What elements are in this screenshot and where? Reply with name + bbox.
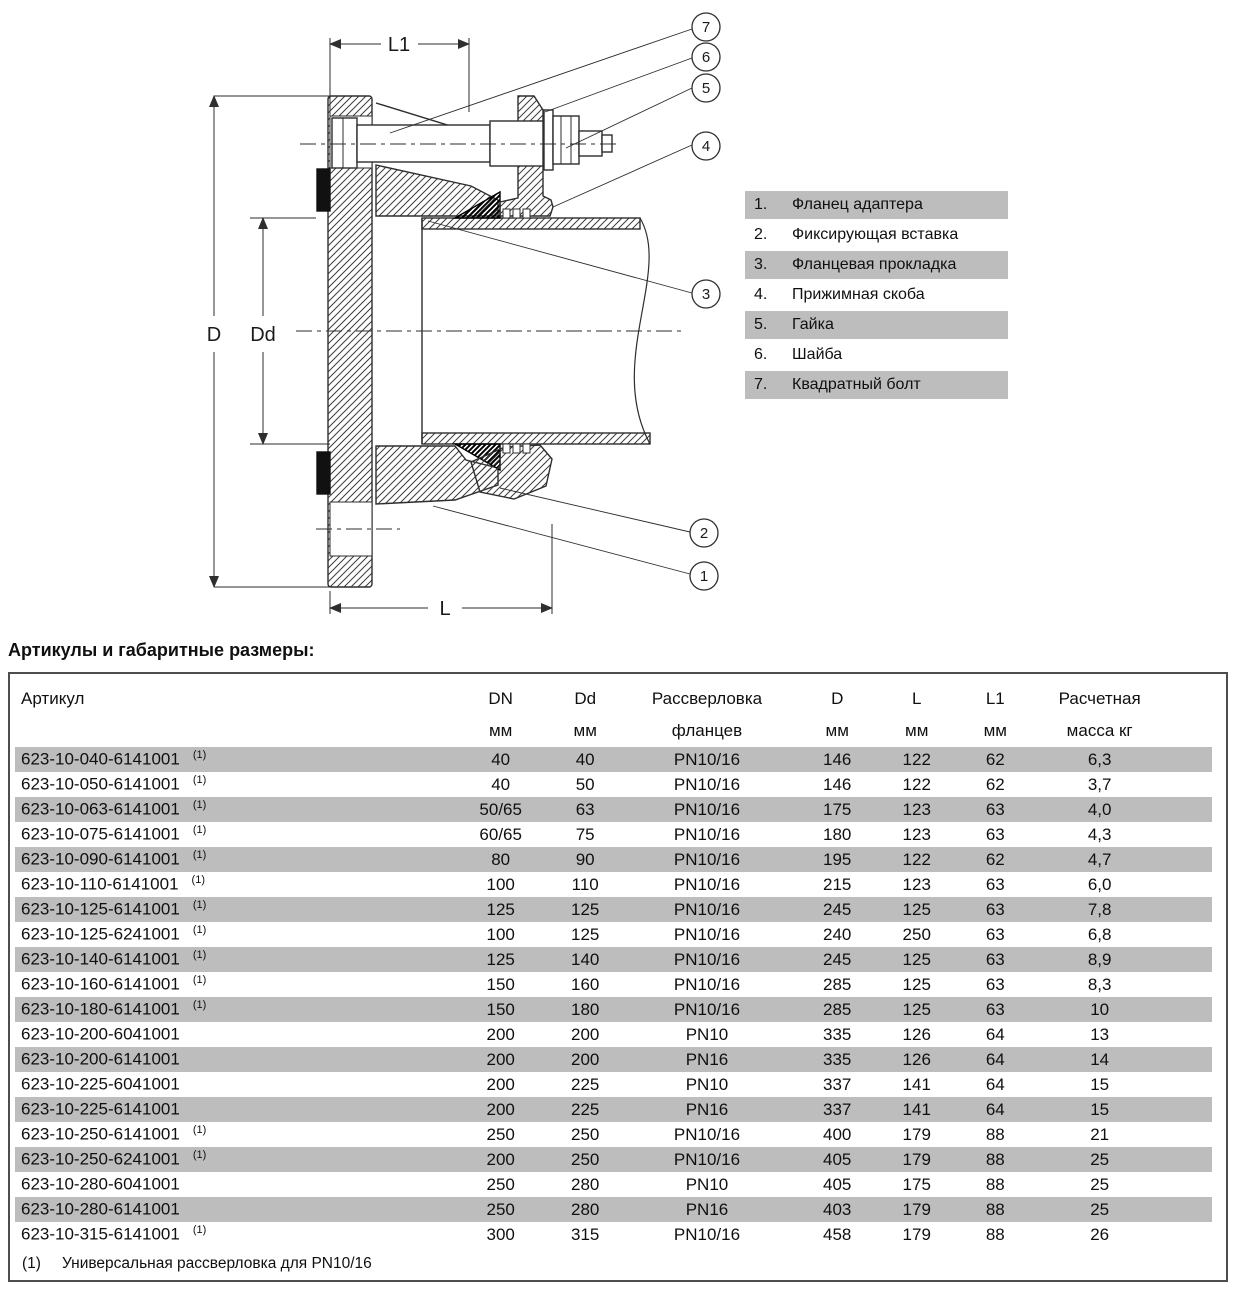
nut <box>553 116 579 164</box>
cell-dn: 150 <box>486 999 515 1019</box>
legend-item-label: Гайка <box>792 316 834 333</box>
dim-label-d: D <box>206 324 222 346</box>
article-footnote-ref: (1) <box>192 1124 207 1137</box>
legend-item-number: 4. <box>754 286 768 303</box>
cell-drill: PN16 <box>685 1099 729 1119</box>
legend-item-label: Фланец адаптера <box>792 196 923 213</box>
cell-l: 126 <box>902 1024 931 1044</box>
cell-d: 405 <box>823 1149 852 1169</box>
footnote-marker: (1) <box>22 1254 41 1272</box>
table-row <box>15 822 1212 847</box>
cell-d: 285 <box>823 974 852 994</box>
article-number: 623-10-280-6141001 <box>21 1199 180 1219</box>
table-header <box>10 674 1226 747</box>
table-row <box>15 772 1212 797</box>
cell-drill: PN10/16 <box>673 974 741 994</box>
cell-dd: 125 <box>571 924 600 944</box>
cell-drill: PN10/16 <box>673 799 741 819</box>
cell-dd: 200 <box>571 1049 600 1069</box>
cell-dd: 160 <box>571 974 600 994</box>
callout-4 <box>692 132 720 160</box>
cell-drill: PN10 <box>685 1024 729 1044</box>
table-row <box>15 897 1212 922</box>
cell-d: 175 <box>823 799 852 819</box>
cell-l: 126 <box>902 1049 931 1069</box>
cell-drill: PN10/16 <box>673 774 741 794</box>
cell-l1: 63 <box>985 974 1005 994</box>
article-number: 623-10-050-6141001 <box>21 774 180 794</box>
cell-dd: 200 <box>571 1024 600 1044</box>
cell-dd: 125 <box>571 899 600 919</box>
cell-l1: 88 <box>985 1224 1005 1244</box>
cell-dd: 225 <box>571 1074 600 1094</box>
cell-drill: PN16 <box>685 1199 729 1219</box>
cell-l1: 88 <box>985 1199 1005 1219</box>
table-row <box>15 747 1212 772</box>
legend-item-number: 3. <box>754 256 768 273</box>
article-number: 623-10-040-6141001 <box>21 749 180 769</box>
cell-l1: 64 <box>985 1024 1005 1044</box>
cell-l: 123 <box>902 874 931 894</box>
col-unit-drill: фланцев <box>671 721 743 740</box>
cell-dn: 300 <box>486 1224 515 1244</box>
cell-drill: PN10/16 <box>673 824 741 844</box>
cell-mass: 8,9 <box>1087 949 1112 969</box>
cell-l1: 63 <box>985 799 1005 819</box>
cell-dn: 60/65 <box>479 824 522 844</box>
dim-label-dd: Dd <box>250 324 276 346</box>
cell-dd: 250 <box>571 1149 600 1169</box>
col-header-drill: Рассверловка <box>651 689 763 708</box>
col-header-mass: Расчетная <box>1058 689 1141 708</box>
table-row <box>15 1197 1212 1222</box>
article-number: 623-10-125-6141001 <box>21 899 180 919</box>
table-row <box>15 1222 1212 1247</box>
cell-dn: 250 <box>486 1174 515 1194</box>
cell-l1: 63 <box>985 899 1005 919</box>
cell-mass: 10 <box>1090 999 1110 1019</box>
article-footnote-ref: (1) <box>192 974 207 987</box>
cell-mass: 21 <box>1090 1124 1110 1144</box>
article-number: 623-10-315-6141001 <box>21 1224 180 1244</box>
cell-l: 125 <box>902 899 931 919</box>
article-number: 623-10-160-6141001 <box>21 974 180 994</box>
cell-drill: PN10/16 <box>673 949 741 969</box>
cell-l1: 63 <box>985 874 1005 894</box>
cell-dd: 225 <box>571 1099 600 1119</box>
cell-dn: 125 <box>486 899 515 919</box>
table-row <box>15 1022 1212 1047</box>
cell-dn: 50/65 <box>479 799 522 819</box>
cell-d: 458 <box>823 1224 852 1244</box>
svg-text:2: 2 <box>699 525 709 542</box>
cell-dd: 180 <box>571 999 600 1019</box>
svg-text:5: 5 <box>701 80 711 97</box>
cell-dn: 200 <box>486 1024 515 1044</box>
cell-mass: 15 <box>1090 1074 1110 1094</box>
cell-d: 335 <box>823 1024 852 1044</box>
article-number: 623-10-180-6141001 <box>21 999 180 1019</box>
table-footnote <box>10 1247 1226 1280</box>
washer <box>544 110 553 170</box>
cell-d: 180 <box>823 824 852 844</box>
cell-l: 141 <box>902 1074 931 1094</box>
cell-l1: 62 <box>985 849 1005 869</box>
cell-l: 122 <box>902 774 931 794</box>
cell-dd: 280 <box>571 1174 600 1194</box>
article-footnote-ref: (1) <box>192 749 207 762</box>
cell-mass: 4,0 <box>1087 799 1112 819</box>
cell-d: 245 <box>823 899 852 919</box>
callout-1 <box>690 562 718 590</box>
cell-mass: 25 <box>1090 1199 1110 1219</box>
cell-mass: 25 <box>1090 1174 1110 1194</box>
article-footnote-ref: (1) <box>192 924 207 937</box>
table-row <box>15 797 1212 822</box>
legend-item-label: Фиксирующая вставка <box>792 226 959 243</box>
cell-d: 195 <box>823 849 852 869</box>
col-unit-d: мм <box>825 721 849 740</box>
table-row <box>15 997 1212 1022</box>
grip-teeth-bottom <box>503 444 530 453</box>
cell-mass: 6,0 <box>1087 874 1112 894</box>
cell-d: 335 <box>823 1049 852 1069</box>
table-row <box>15 1097 1212 1122</box>
cell-l: 125 <box>902 999 931 1019</box>
cell-d: 285 <box>823 999 852 1019</box>
article-number: 623-10-250-6241001 <box>21 1149 180 1169</box>
cell-dd: 140 <box>571 949 600 969</box>
cell-l: 123 <box>902 824 931 844</box>
legend-item-number: 2. <box>754 226 768 243</box>
cell-mass: 14 <box>1090 1049 1110 1069</box>
seal-strip-bottom <box>317 452 330 494</box>
legend-item-number: 5. <box>754 316 768 333</box>
cell-l1: 63 <box>985 824 1005 844</box>
cell-l: 122 <box>902 749 931 769</box>
article-number: 623-10-110-6141001 <box>21 874 179 894</box>
cell-drill: PN10/16 <box>673 1149 741 1169</box>
cell-dn: 125 <box>486 949 515 969</box>
cell-dd: 50 <box>575 774 595 794</box>
cell-drill: PN10/16 <box>673 999 741 1019</box>
legend-item <box>745 311 1008 339</box>
article-number: 623-10-090-6141001 <box>21 849 180 869</box>
col-unit-dd: мм <box>573 721 597 740</box>
table-row <box>15 947 1212 972</box>
cell-drill: PN10/16 <box>673 874 741 894</box>
cell-dn: 40 <box>491 749 511 769</box>
dim-label-l: L <box>439 598 451 620</box>
cell-dd: 280 <box>571 1199 600 1219</box>
cell-drill: PN10/16 <box>673 1124 741 1144</box>
cell-l1: 88 <box>985 1124 1005 1144</box>
article-footnote-ref: (1) <box>192 1224 207 1237</box>
cell-dd: 75 <box>575 824 595 844</box>
cell-mass: 15 <box>1090 1099 1110 1119</box>
cell-l1: 62 <box>985 749 1005 769</box>
footnote-text: Универсальная рассверловка для PN10/16 <box>62 1254 372 1272</box>
dim-label-l1: L1 <box>387 34 411 56</box>
article-number: 623-10-250-6141001 <box>21 1124 180 1144</box>
col-unit-l1: мм <box>983 721 1007 740</box>
col-header-d: D <box>831 689 844 708</box>
table-row <box>15 1147 1212 1172</box>
square-bolt <box>332 118 543 168</box>
cell-l1: 62 <box>985 774 1005 794</box>
cell-dd: 110 <box>571 874 599 894</box>
legend-item-label: Прижимная скоба <box>792 286 925 303</box>
cell-dn: 200 <box>486 1099 515 1119</box>
callout-6 <box>692 43 720 71</box>
cell-dn: 250 <box>486 1199 515 1219</box>
article-footnote-ref: (1) <box>192 849 207 862</box>
cell-mass: 4,3 <box>1087 824 1112 844</box>
col-unit-mass: масса кг <box>1066 721 1133 740</box>
cell-d: 403 <box>823 1199 852 1219</box>
article-footnote-ref: (1) <box>192 999 207 1012</box>
col-unit-dn: мм <box>488 721 513 740</box>
cell-d: 146 <box>823 749 852 769</box>
cell-l1: 64 <box>985 1099 1005 1119</box>
cell-drill: PN10/16 <box>673 1224 741 1244</box>
flange-adapter-drawing <box>0 0 780 640</box>
table-body <box>10 747 1226 1247</box>
article-number: 623-10-200-6041001 <box>21 1024 180 1044</box>
cell-l: 123 <box>902 799 931 819</box>
legend-item-label: Шайба <box>792 346 843 363</box>
seal-strip-top <box>317 169 330 211</box>
cell-mass: 13 <box>1090 1024 1110 1044</box>
cell-d: 146 <box>823 774 852 794</box>
cell-dn: 100 <box>486 874 515 894</box>
table-row <box>15 1072 1212 1097</box>
cell-dn: 80 <box>491 849 511 869</box>
cell-mass: 6,3 <box>1087 749 1112 769</box>
cell-l1: 88 <box>985 1149 1005 1169</box>
cell-l: 175 <box>902 1174 931 1194</box>
cell-mass: 4,7 <box>1087 849 1112 869</box>
cell-mass: 7,8 <box>1087 899 1112 919</box>
article-number: 623-10-280-6041001 <box>21 1174 180 1194</box>
table-row <box>15 1122 1212 1147</box>
article-footnote-ref: (1) <box>192 799 207 812</box>
cell-dn: 150 <box>486 974 515 994</box>
svg-text:7: 7 <box>701 19 711 36</box>
cell-dn: 100 <box>486 924 515 944</box>
cell-dd: 90 <box>575 849 595 869</box>
article-footnote-ref: (1) <box>192 899 207 912</box>
article-number: 623-10-063-6141001 <box>21 799 180 819</box>
cell-d: 405 <box>823 1174 852 1194</box>
article-footnote-ref: (1) <box>192 824 207 837</box>
table-title: Артикулы и габаритные размеры: <box>8 640 315 660</box>
cell-d: 337 <box>823 1099 852 1119</box>
table-row <box>15 972 1212 997</box>
article-footnote-ref: (1) <box>192 949 207 962</box>
cell-d: 240 <box>823 924 852 944</box>
svg-text:3: 3 <box>701 286 711 303</box>
svg-text:6: 6 <box>701 49 711 66</box>
cell-l: 125 <box>902 974 931 994</box>
legend-item-label: Фланцевая прокладка <box>792 256 957 273</box>
article-footnote-ref: (1) <box>191 874 205 887</box>
legend-item-number: 1. <box>754 196 768 213</box>
callout-2 <box>690 519 718 547</box>
cell-mass: 6,8 <box>1087 924 1112 944</box>
col-header-l: L <box>912 689 922 708</box>
cell-drill: PN10/16 <box>673 749 741 769</box>
cell-drill: PN10 <box>685 1174 729 1194</box>
cell-l: 179 <box>902 1224 931 1244</box>
cell-drill: PN10 <box>685 1074 729 1094</box>
legend-item <box>745 341 1008 369</box>
cell-l1: 63 <box>985 924 1005 944</box>
cell-d: 215 <box>823 874 852 894</box>
table-row <box>15 847 1212 872</box>
cell-l1: 88 <box>985 1174 1005 1194</box>
cell-drill: PN10/16 <box>673 899 741 919</box>
cell-drill: PN16 <box>685 1049 729 1069</box>
legend-item <box>745 191 1008 219</box>
dimensions-table <box>8 672 1228 1282</box>
cell-l: 179 <box>902 1124 931 1144</box>
cell-dd: 40 <box>575 749 595 769</box>
col-header-l1: L1 <box>985 689 1005 708</box>
cell-l1: 64 <box>985 1074 1005 1094</box>
cell-l: 179 <box>902 1199 931 1219</box>
cell-d: 245 <box>823 949 852 969</box>
legend <box>745 191 1008 401</box>
cell-drill: PN10/16 <box>673 849 741 869</box>
cell-d: 337 <box>823 1074 852 1094</box>
legend-item <box>745 221 1008 249</box>
cell-mass: 3,7 <box>1087 774 1112 794</box>
col-header-dd: Dd <box>574 689 597 708</box>
cell-mass: 25 <box>1090 1149 1110 1169</box>
callout-3 <box>692 280 720 308</box>
legend-item <box>745 251 1008 279</box>
cell-mass: 8,3 <box>1087 974 1112 994</box>
article-number: 623-10-125-6241001 <box>21 924 180 944</box>
svg-text:1: 1 <box>699 568 709 585</box>
cell-dd: 250 <box>571 1124 600 1144</box>
article-number: 623-10-140-6141001 <box>21 949 180 969</box>
table-row <box>15 872 1212 897</box>
article-number: 623-10-225-6141001 <box>21 1099 180 1119</box>
cell-l1: 63 <box>985 999 1005 1019</box>
article-footnote-ref: (1) <box>192 1149 207 1162</box>
callout-7 <box>692 13 720 41</box>
col-unit-l: мм <box>905 721 929 740</box>
cell-dn: 40 <box>491 774 511 794</box>
cell-l1: 64 <box>985 1049 1005 1069</box>
legend-item <box>745 281 1008 309</box>
table-row <box>15 1047 1212 1072</box>
legend-item-number: 6. <box>754 346 768 363</box>
article-footnote-ref: (1) <box>192 774 207 787</box>
svg-text:4: 4 <box>701 138 711 155</box>
cell-dn: 200 <box>486 1074 515 1094</box>
cell-mass: 26 <box>1090 1224 1110 1244</box>
cell-dn: 250 <box>486 1124 515 1144</box>
grip-teeth-top <box>503 209 530 218</box>
cell-l: 122 <box>902 849 931 869</box>
cell-l: 125 <box>902 949 931 969</box>
cell-l1: 63 <box>985 949 1005 969</box>
cell-dn: 200 <box>486 1149 515 1169</box>
legend-item <box>745 371 1008 399</box>
table-row <box>15 922 1212 947</box>
cell-dd: 63 <box>575 799 595 819</box>
cell-l: 179 <box>902 1149 931 1169</box>
col-header-dn: DN <box>488 689 513 708</box>
callout-5 <box>692 74 720 102</box>
cell-dd: 315 <box>571 1224 600 1244</box>
table-row <box>15 1172 1212 1197</box>
cell-d: 400 <box>823 1124 852 1144</box>
legend-item-number: 7. <box>754 376 768 393</box>
article-number: 623-10-225-6041001 <box>21 1074 180 1094</box>
article-number: 623-10-075-6141001 <box>21 824 180 844</box>
legend-item-label: Квадратный болт <box>792 376 921 393</box>
cell-l: 141 <box>902 1099 931 1119</box>
cell-drill: PN10/16 <box>673 924 741 944</box>
article-number: 623-10-200-6141001 <box>21 1049 180 1069</box>
cell-l: 250 <box>902 924 931 944</box>
cell-dn: 200 <box>486 1049 515 1069</box>
col-header-article: Артикул <box>21 689 85 708</box>
callouts <box>690 13 720 590</box>
